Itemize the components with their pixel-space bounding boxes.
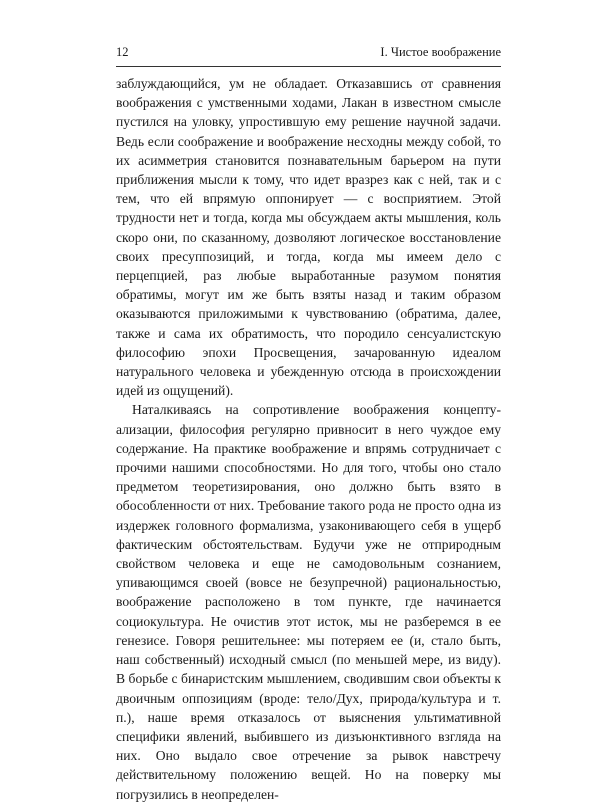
body-text	[116, 74, 501, 804]
header-rule	[116, 66, 501, 67]
paragraph: Наталкиваясь на сопротивление воображения концептуализации, философия регулярно привносит в него чуждое ему содержание. На практике воображение и впрямь сотрудничает с прочими нашими способностями. Но для того, чтобы оно стало предметом теоретизирования, оно должно быть взято в обособленности от них. Требование такого рода не просто одна из издержек головного формализма, узаконивающего себя в ущерб фактическим обстоятельствам. Будучи уже не отприродным свойством человека и еще не самодовольным сознанием, упивающимся своей (вовсе не безупречной) рациональностью, воображение расположено в том пункте, где начинается социокультура. Не очистив этот исток, мы не разберемся в ее генезисе. Говоря решительнее: мы потеряем ее (и, стало быть, наш собственный) исходный смысл (по меньшей мере, из виду). В борьбе с бинаристским мышлением, сводившим свои объекты к двоичным оппозициям (вроде: тело/Дух, природа/культура и т. п.), наше время отказалось от выяснения ультимативной специфики явлений, выбившего из дизъюнктивного взгляда на них. Оно выдало свое отречение за рывок навстречу действительному положению вещей. Но на поверку мы погрузились в неопределен-	[116, 402, 501, 802]
running-head: I. Чистое воображение	[380, 45, 501, 59]
page-number: 12	[116, 45, 129, 59]
paragraph-continued: заблуждающийся, ум не обладает. Отказавшись от сравнения воображения с умственными ходами, Лакан в известном смысле пустился на уловку, упростившую ему решение научной задачи. Ведь если соображение и воображение несходны между собой, то их асимметрия становится познавательным барьером на пути приближения мысли к тому, что идет вразрез как с ней, так и с тем, что ей впрямую оппонирует — с восприятием. Этой трудности нет и тогда, когда мы обсуждаем акты мышления, коль скоро они, по сказанному, дозволяют логическое восстановление своих пресуппозиций, и тогда, когда мы имеем дело с перцепцией, раз любые выработанные разумом понятия обратимы, могут им же быть взяты назад и таким образом оказываются приложимыми к чувствованию (обратима, далее, также и сама их обратимость, что породило сенсуалистскую философию эпохи Просвещения, зачарованную идеалом натурального человека и убежденную отсюда в происхождении идей из ощущений).	[116, 76, 501, 399]
page-header	[116, 42, 501, 62]
